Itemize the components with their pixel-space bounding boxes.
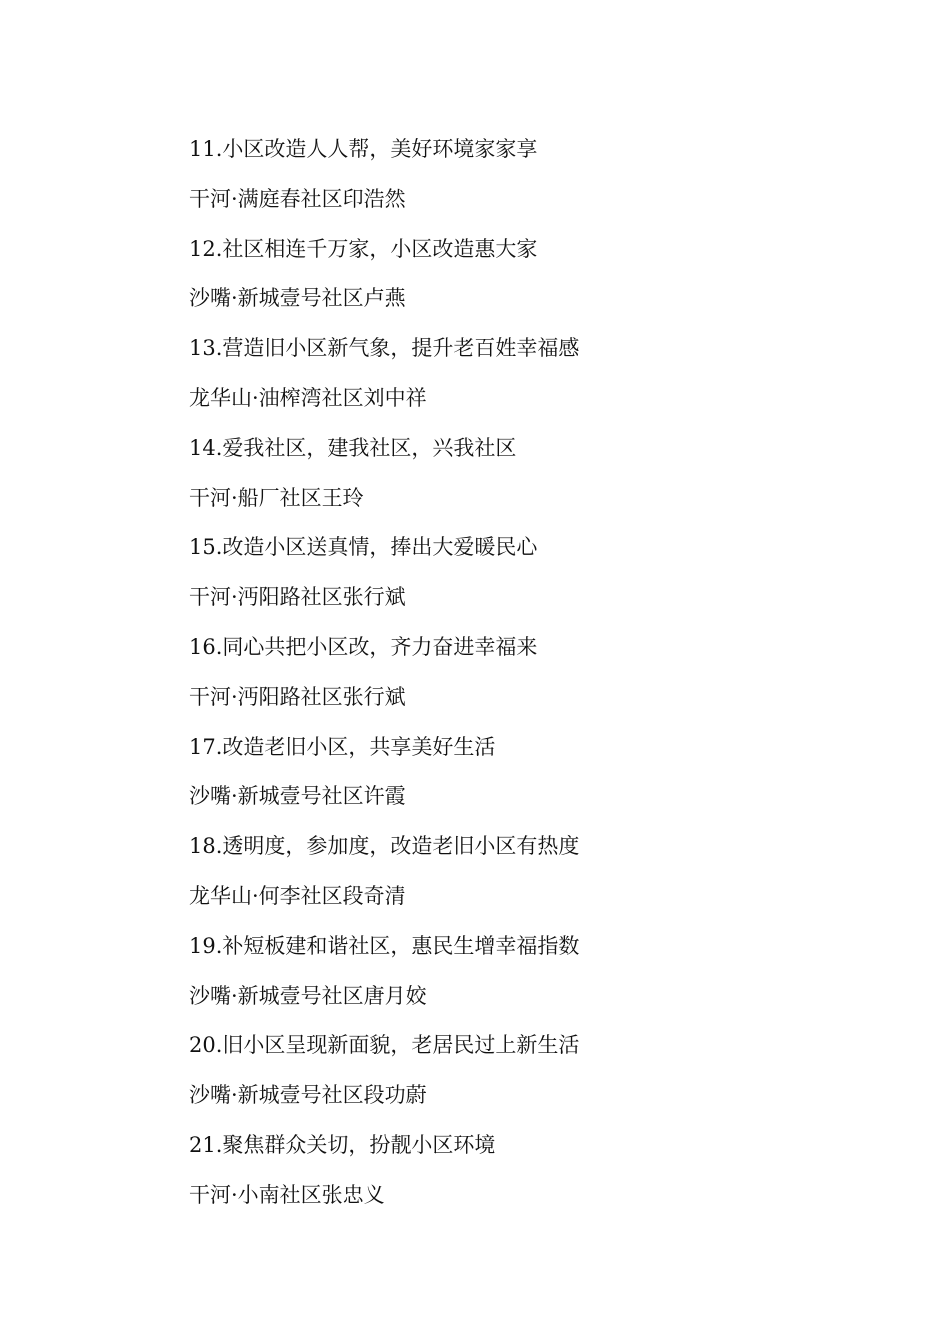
slogan-text: 17.改造老旧小区，共享美好生活 [189, 734, 496, 759]
slogan-text: 19.补短板建和谐社区，惠民生增幸福指数 [189, 933, 580, 958]
author-line: 龙华山·油榨湾社区刘中祥 [189, 385, 427, 410]
author-line: 干河·小南社区张忠义 [189, 1182, 385, 1207]
slogan-text: 11.小区改造人人帮，美好环境家家享 [189, 137, 538, 161]
slogan-text: 14.爱我社区，建我社区，兴我社区 [189, 435, 517, 460]
slogan-list [189, 125, 829, 1221]
slogan-text: 18.透明度，参加度，改造老旧小区有热度 [189, 834, 580, 859]
slogan-text: 15.改造小区送真情，捧出大爱暖民心 [189, 535, 538, 560]
author-line: 干河·满庭春社区印浩然 [189, 186, 406, 211]
author-line: 沙嘴·新城壹号社区段功蔚 [189, 1083, 427, 1108]
author-line: 沙嘴·新城壹号社区唐月姣 [189, 983, 427, 1008]
author-line: 龙华山·何李社区段奇清 [189, 883, 406, 908]
author-line: 干河·沔阳路社区张行斌 [189, 684, 406, 709]
slogan-text: 13.营造旧小区新气象，提升老百姓幸福感 [189, 336, 580, 361]
author-line: 沙嘴·新城壹号社区许霞 [189, 784, 406, 809]
author-line: 沙嘴·新城壹号社区卢燕 [189, 286, 406, 311]
slogan-text: 16.同心共把小区改，齐力奋进幸福来 [189, 634, 538, 659]
slogan-text: 20.旧小区呈现新面貌，老居民过上新生活 [189, 1033, 580, 1058]
author-line: 干河·船厂社区王玲 [189, 485, 364, 510]
slogan-text: 21.聚焦群众关切，扮靓小区环境 [189, 1132, 496, 1157]
author-line: 干河·沔阳路社区张行斌 [189, 585, 406, 610]
slogan-text: 12.社区相连千万家，小区改造惠大家 [189, 236, 538, 261]
